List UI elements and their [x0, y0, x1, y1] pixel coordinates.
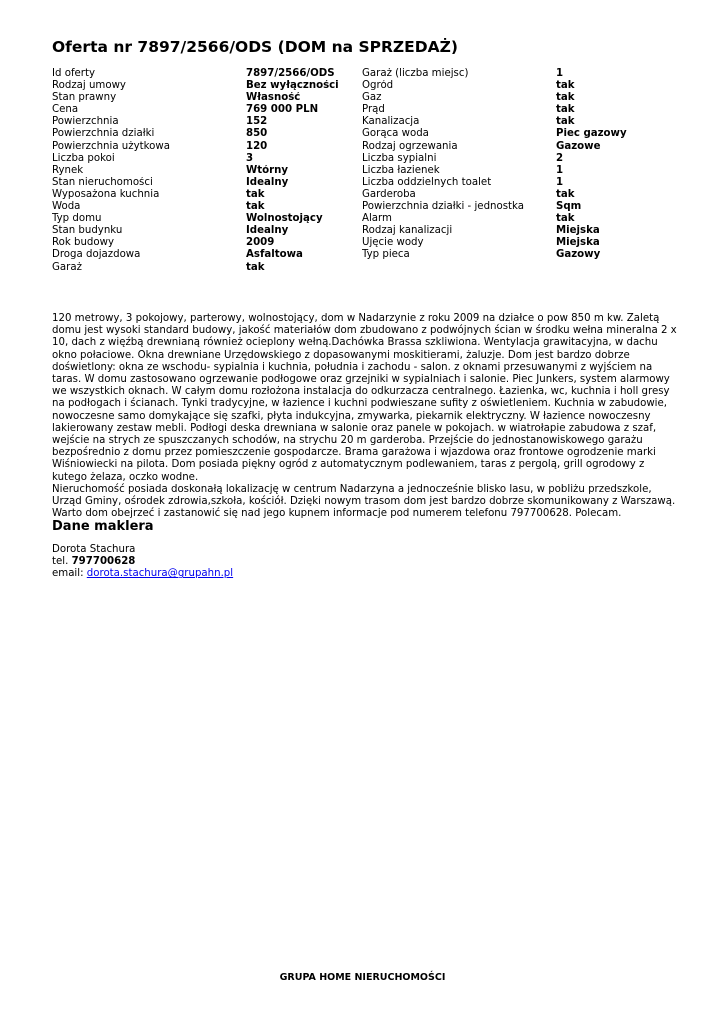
- property-label: Stan prawny: [52, 92, 117, 104]
- agent-email-label: email:: [52, 568, 84, 580]
- property-value: 850: [246, 128, 268, 140]
- property-value: Wolnostojący: [246, 213, 323, 225]
- property-row: [52, 104, 362, 116]
- property-row: [362, 141, 706, 153]
- property-row: [362, 116, 706, 128]
- property-label: Liczba oddzielnych toalet: [362, 176, 492, 188]
- property-row: [362, 201, 706, 213]
- property-label: Typ domu: [52, 213, 102, 225]
- properties-right-column: [362, 68, 706, 262]
- property-label: Droga dojazdowa: [52, 249, 141, 261]
- property-label: Cena: [52, 104, 79, 116]
- property-value: Bez wyłączności: [246, 80, 339, 92]
- property-label: Liczba pokoi: [52, 152, 115, 164]
- property-row: [52, 201, 362, 213]
- property-row: [362, 237, 706, 249]
- property-value: tak: [556, 104, 575, 116]
- property-value: Piec gazowy: [556, 128, 627, 140]
- property-row: [362, 128, 706, 140]
- property-value: Gazowy: [556, 249, 601, 261]
- property-row: [362, 68, 706, 80]
- property-label: Rodzaj umowy: [52, 80, 126, 92]
- property-label: Garaż (liczba miejsc): [362, 68, 469, 79]
- property-label: Typ pieca: [362, 249, 410, 261]
- property-row: [52, 262, 362, 274]
- agent-section-title: Dane maklera: [52, 519, 154, 534]
- property-row: [52, 249, 362, 261]
- property-label: Alarm: [362, 213, 392, 225]
- property-label: Rodzaj ogrzewania: [362, 140, 458, 152]
- agent-email-line: [52, 568, 233, 580]
- property-row: [362, 177, 706, 189]
- property-row: [52, 189, 362, 201]
- property-row: [52, 213, 362, 225]
- property-value: 3: [246, 152, 254, 164]
- property-value: Idealny: [246, 225, 289, 237]
- property-row: [362, 249, 706, 261]
- property-label: Garderoba: [362, 188, 416, 200]
- description-paragraph: Nieruchomość posiada doskonałą lokalizację w centrum Nadarzyna a jednocześnie blisko lasu, w pobliżu przedszkole, Urząd Gminy, ośrodek zdrowia,szkoła, kościół. Dzięki nowym trasom dom jest bardzo dobrze skomunikowany z Warszawą. Warto dom obejrzeć i zastanowić się nad jego kupnem informacje pod numerem telefonu 797700628. Polecam.: [52, 483, 676, 520]
- property-row: [52, 177, 362, 189]
- property-row: [362, 189, 706, 201]
- property-value: tak: [556, 188, 575, 200]
- property-value: tak: [246, 188, 265, 200]
- property-label: Wyposażona kuchnia: [52, 188, 160, 200]
- property-label: Powierzchnia: [52, 116, 119, 128]
- property-label: Kanalizacja: [362, 116, 420, 128]
- property-row: [52, 116, 362, 128]
- agent-name: Dorota Stachura: [52, 544, 136, 555]
- agent-phone-label: tel.: [52, 556, 69, 568]
- property-row: [52, 237, 362, 249]
- property-label: Powierzchnia użytkowa: [52, 140, 170, 152]
- property-row: [362, 153, 706, 165]
- property-value: 1: [556, 68, 564, 79]
- property-value: tak: [246, 201, 265, 213]
- property-label: Liczba sypialni: [362, 152, 437, 164]
- property-value: tak: [556, 80, 575, 92]
- property-value: Idealny: [246, 176, 289, 188]
- property-label: Gaz: [362, 92, 382, 104]
- footer-company-name: GRUPA HOME NIERUCHOMOŚCI: [279, 972, 446, 983]
- property-row: [362, 225, 706, 237]
- property-value: 120: [246, 140, 268, 152]
- property-value: 2: [556, 152, 564, 164]
- property-row: [362, 80, 706, 92]
- property-label: Garaż: [52, 261, 82, 273]
- property-label: Rok budowy: [52, 237, 114, 249]
- properties-left-column: [52, 68, 362, 274]
- property-label: Gorąca woda: [362, 128, 429, 140]
- property-label: Stan nieruchomości: [52, 176, 153, 188]
- property-label: Rodzaj kanalizacji: [362, 225, 453, 237]
- agent-phone: 797700628: [71, 556, 136, 568]
- property-value: tak: [556, 213, 575, 225]
- property-value: 769 000 PLN: [246, 104, 319, 116]
- property-label: Powierzchnia działki: [52, 128, 155, 140]
- property-row: [52, 68, 362, 80]
- property-value: tak: [556, 116, 575, 128]
- property-value: 7897/2566/ODS: [246, 68, 335, 79]
- property-row: [52, 92, 362, 104]
- property-row: [362, 213, 706, 225]
- offer-description: [52, 313, 677, 520]
- property-value: Gazowe: [556, 140, 601, 152]
- page-title: Oferta nr 7897/2566/ODS (DOM na SPRZEDAŻ): [52, 38, 458, 56]
- property-value: Własność: [246, 92, 301, 104]
- property-label: Liczba łazienek: [362, 164, 440, 176]
- property-row: [52, 80, 362, 92]
- property-label: Rynek: [52, 164, 84, 176]
- description-paragraph: 120 metrowy, 3 pokojowy, parterowy, wolnostojący, dom w Nadarzynie z roku 2009 na działce o pow 850 m kw. Zaletą domu jest wysoki standard budowy, jakość materiałów dom zbudowano z podwójnych ścian w środku wełna mineralna 2 x 10, dach z więźbą drewnianą również ocieplony wełną.Dachówka Brassa szkliwiona. Wentylacja grawitacyjna, w dachu okno połaciowe. Okna drewniane Urzędowskiego z dopasowanymi moskitierami, żaluzje. Dom jest bardzo dobrze doświetlony: okna ze wschodu- sypialnia i kuchnia, południa i zachodu - salon. z oknami przesuwanymi z wyjściem na taras. W domu zastosowano ogrzewanie podłogowe oraz grzejniki w sypialniach i salonie. Piec Junkers, system alarmowy we wszystkich oknach. W całym domu rozłożona instalacja do odkurzacza centralnego. Łazienka, wc, kuchnia i holl gresy na podłogach i ścianach. Tynki tradycyjne, w łazience i kuchni podwieszane sufity z oświetleniem. Kuchnia w zabudowie, nowoczesne samo domykające się szafki, płyta indukcyjna, zmywarka, piekarnik elektryczny. W łazience nowoczesny lakierowany zestaw mebli. Podłogi deska drewniana w salonie oraz panele w pokojach. w wiatrołapie zabudowa z szaf, wejście na strych ze spuszczanych schodów, na strychu 20 m garderoba. Przejście do jednostanowiskowego garażu bezpośrednio z domu przez pomieszczenie gospodarcze. Brama garażowa i wjazdowa oraz frontowe ogrodzenie marki Wiśniowiecki na pilota. Dom posiada piękny ogród z automatycznym podlewaniem, taras z pergolą, grill ogrodowy z kutego żelaza, oczko wodne.: [52, 313, 677, 483]
- agent-email-link[interactable]: dorota.stachura@grupahn.pl: [86, 568, 234, 580]
- property-value: tak: [556, 92, 575, 104]
- property-row: [52, 128, 362, 140]
- property-value: 2009: [246, 237, 275, 249]
- property-row: [52, 153, 362, 165]
- property-value: Miejska: [556, 225, 600, 237]
- property-label: Prąd: [362, 104, 385, 116]
- property-value: 1: [556, 176, 564, 188]
- property-row: [362, 104, 706, 116]
- property-value: Miejska: [556, 237, 600, 249]
- property-row: [362, 165, 706, 177]
- property-row: [52, 165, 362, 177]
- property-row: [362, 92, 706, 104]
- property-value: 152: [246, 116, 268, 128]
- agent-phone-line: [52, 556, 233, 568]
- property-label: Stan budynku: [52, 225, 123, 237]
- property-label: Powierzchnia działki - jednostka: [362, 201, 524, 213]
- agent-details: [52, 544, 233, 581]
- property-value: Sqm: [556, 201, 582, 213]
- property-row: [52, 225, 362, 237]
- property-label: Id oferty: [52, 68, 96, 79]
- property-label: Ujęcie wody: [362, 237, 424, 249]
- property-row: [52, 141, 362, 153]
- property-label: Ogród: [362, 80, 394, 92]
- property-value: tak: [246, 261, 265, 273]
- property-value: Asfaltowa: [246, 249, 303, 261]
- property-value: Wtórny: [246, 164, 289, 176]
- property-label: Woda: [52, 201, 81, 213]
- property-value: 1: [556, 164, 564, 176]
